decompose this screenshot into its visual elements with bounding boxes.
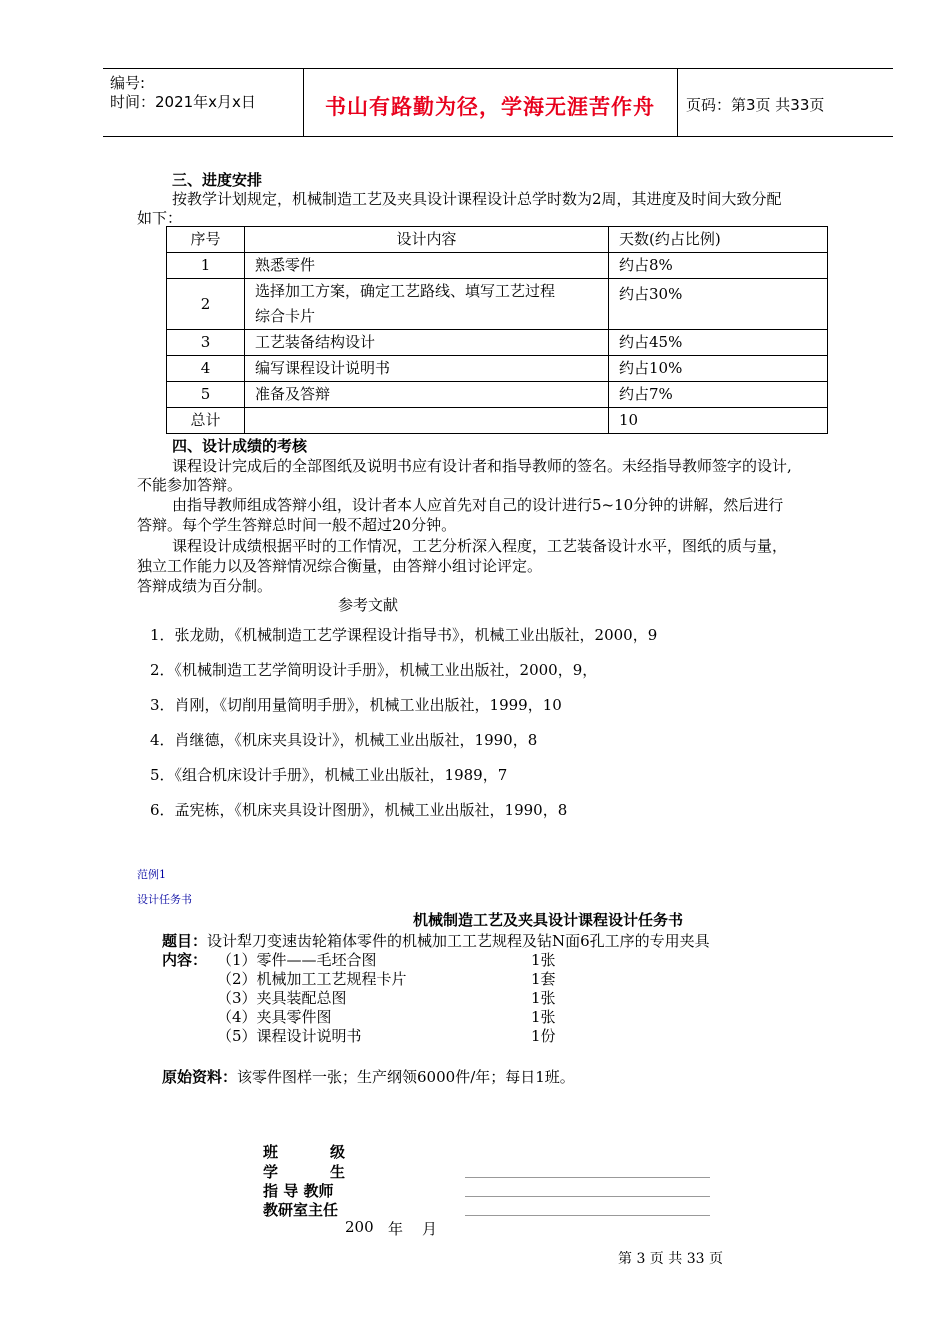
sig-date-year-unit: 年 [388, 1220, 404, 1238]
taskbook-content-item: （3）夹具装配总图 [217, 989, 347, 1007]
reference-item: 1．张龙勋，《机械制造工艺学课程设计指导书》，机械工业出版社，2000，9 [150, 626, 658, 644]
taskbook-content-item: （1）零件——毛坯合图 [217, 951, 377, 969]
taskbook-content-qty: 1份 [531, 1027, 556, 1045]
table-total-row [167, 408, 828, 434]
sig-advisor: 指 导 教师 [263, 1182, 334, 1200]
section4-paragraph: 答辩成绩为百分制。 [137, 577, 273, 595]
header-number: 编号: [110, 74, 146, 92]
table-header-cell: 设计内容 [245, 227, 609, 253]
header-page: 页码：第3页 共33页 [686, 96, 825, 114]
table-header-cell: 序号 [167, 227, 245, 253]
reference-item: 5．《组合机床设计手册》，机械工业出版社，1989，7 [150, 766, 508, 784]
table-row [167, 382, 828, 408]
table-cell-days: 约占8% [609, 253, 828, 279]
signature-line [465, 1215, 710, 1216]
taskbook-title: 机械制造工艺及夹具设计课程设计任务书 [412, 911, 683, 929]
table-cell-no: 5 [167, 382, 245, 408]
table-cell-no: 1 [167, 253, 245, 279]
taskbook-raw-label: 原始资料： [162, 1068, 238, 1086]
table-cell-content-line: 综合卡片 [255, 307, 316, 325]
sig-student-b: 生 [330, 1163, 346, 1181]
sig-student-a: 学 [263, 1163, 279, 1181]
table-cell-no: 4 [167, 356, 245, 382]
sig-class-a: 班 [263, 1143, 279, 1161]
table-cell-content: 工艺装备结构设计 [245, 330, 609, 356]
taskbook-raw-text: 该零件图样一张；生产纲领6000件/年；每日1班。 [237, 1068, 575, 1086]
reference-item: 6．孟宪栋，《机床夹具设计图册》，机械工业出版社，1990，8 [150, 801, 568, 819]
sig-date-month-unit: 月 [422, 1220, 438, 1238]
section4-paragraph: 答辩。每个学生答辩总时间一般不超过20分钟。 [137, 516, 457, 534]
taskbook-content-item: （2）机械加工工艺规程卡片 [217, 970, 407, 988]
table-cell-days: 约占45% [609, 330, 828, 356]
table-cell-content-line: 选择加工方案，确定工艺路线、填写工艺过程 [255, 282, 556, 300]
header-motto: 书山有路勤为径，学海无涯苦作舟 [325, 95, 655, 119]
section3-title: 三、进度安排 [172, 171, 263, 189]
table-row [167, 279, 828, 330]
header-time: 时间：2021年x月x日 [110, 93, 256, 111]
page-footer: 第 3 页 共 33 页 [618, 1251, 723, 1267]
table-cell-days: 约占10% [609, 356, 828, 382]
table-header-cell: 天数(约占比例) [609, 227, 828, 253]
taskbook-content-label: 内容： [162, 951, 208, 969]
table-cell-no: 3 [167, 330, 245, 356]
section4-paragraph: 课程设计完成后的全部图纸及说明书应有设计者和指导教师的签名。未经指导教师签字的设计, [172, 457, 792, 475]
table-cell-content: 熟悉零件 [245, 253, 609, 279]
taskbook-raw [162, 1066, 575, 1087]
taskbook-topic [162, 930, 710, 951]
table-row [167, 330, 828, 356]
schedule-table [166, 226, 828, 434]
example-label: 范例1 [137, 868, 166, 881]
header-top-rule [103, 68, 893, 69]
taskbook-content-qty: 1套 [531, 970, 556, 988]
header-bottom-rule [103, 136, 893, 137]
references-title: 参考文献 [338, 596, 399, 614]
table-cell-no: 总计 [167, 408, 245, 434]
table-row [167, 253, 828, 279]
signature-line [465, 1177, 710, 1178]
taskbook-content-item: （4）夹具零件图 [217, 1008, 332, 1026]
sig-date-year: 200 [345, 1218, 374, 1236]
reference-item: 3．肖刚，《切削用量简明手册》，机械工业出版社，1999，10 [150, 696, 562, 714]
section4-title: 四、设计成绩的考核 [172, 437, 308, 455]
table-cell-content [245, 279, 609, 330]
taskbook-content-qty: 1张 [531, 989, 556, 1007]
taskbook-topic-text: 设计犁刀变速齿轮箱体零件的机械加工工艺规程及钻N面6孔工序的专用夹具 [207, 932, 710, 950]
table-cell-days: 约占7% [609, 382, 828, 408]
header-divider [303, 68, 304, 136]
table-cell-content: 准备及答辩 [245, 382, 609, 408]
reference-item: 4．肖继德，《机床夹具设计》，机械工业出版社，1990，8 [150, 731, 538, 749]
table-cell-content: 编写课程设计说明书 [245, 356, 609, 382]
table-row [167, 356, 828, 382]
table-header-row [167, 227, 828, 253]
section4-paragraph: 由指导教师组成答辩小组，设计者本人应首先对自己的设计进行5~10分钟的讲解，然后进行 [172, 496, 784, 514]
section4-paragraph: 不能参加答辩。 [137, 476, 243, 494]
signature-line [465, 1196, 710, 1197]
sig-class-b: 级 [330, 1143, 346, 1161]
header-divider [677, 68, 678, 136]
section4-paragraph: 独立工作能力以及答辩情况综合衡量，由答辩小组讨论评定。 [137, 557, 543, 575]
reference-item: 2．《机械制造工艺学简明设计手册》，机械工业出版社，2000，9， [150, 661, 598, 679]
section3-intro: 按教学计划规定，机械制造工艺及夹具设计课程设计总学时数为2周，其进度及时间大致分配 [172, 190, 782, 208]
table-cell-no: 2 [167, 279, 245, 330]
sig-director: 教研室主任 [263, 1201, 339, 1219]
example-sublabel: 设计任务书 [137, 893, 192, 906]
taskbook-topic-label: 题目： [162, 932, 208, 950]
section3-intro-cont: 如下： [137, 209, 183, 227]
table-cell-days: 约占30% [609, 279, 828, 330]
table-cell-days: 10 [609, 408, 828, 434]
taskbook-content-qty: 1张 [531, 1008, 556, 1026]
section4-paragraph: 课程设计成绩根据平时的工作情况，工艺分析深入程度，工艺装备设计水平，图纸的质与量， [172, 537, 788, 555]
table-cell-content [245, 408, 609, 434]
taskbook-content-qty: 1张 [531, 951, 556, 969]
taskbook-content-item: （5）课程设计说明书 [217, 1027, 362, 1045]
